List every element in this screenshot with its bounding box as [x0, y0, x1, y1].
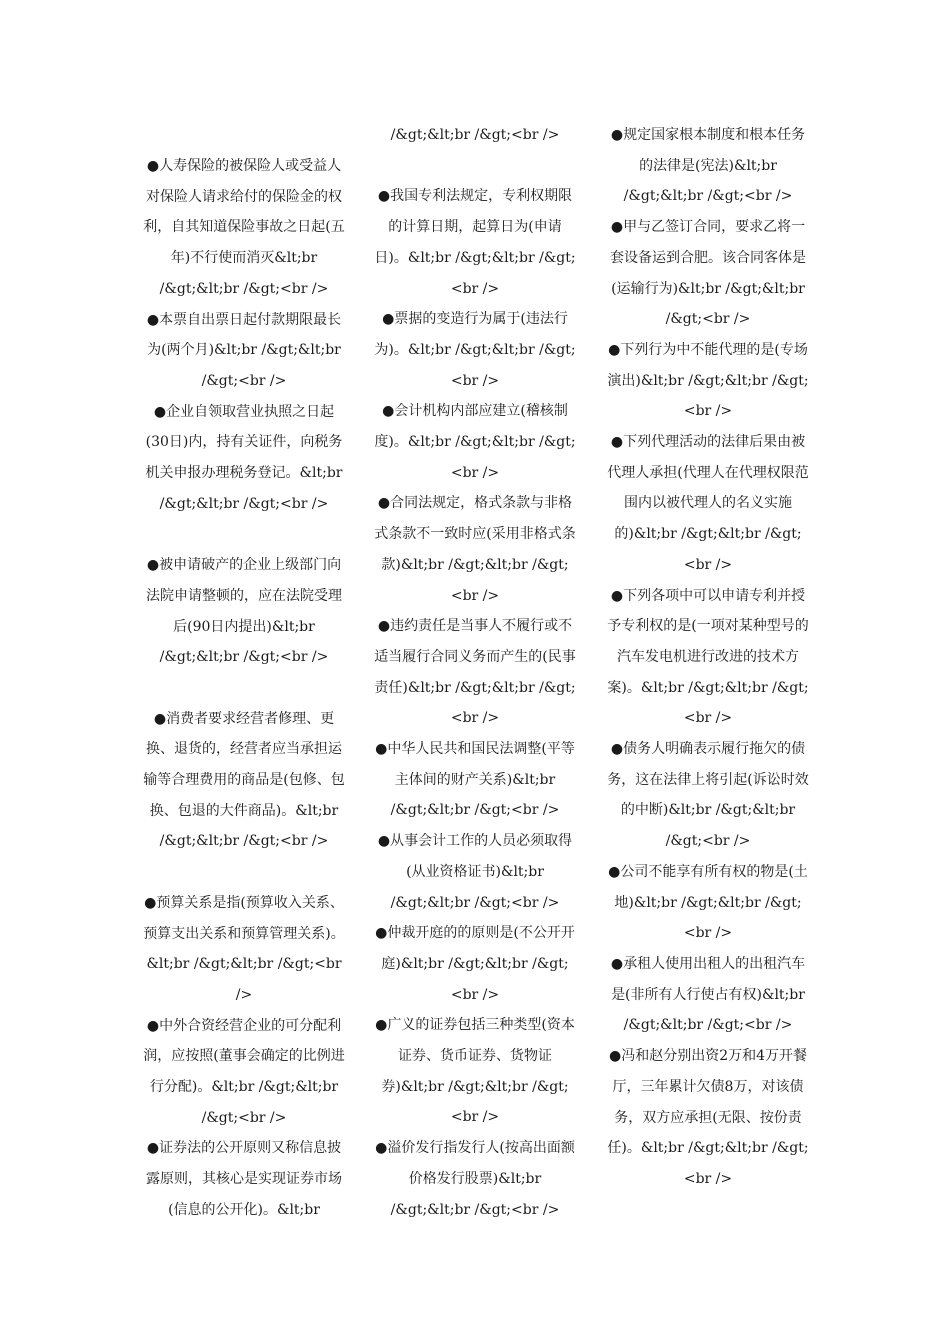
- entry: ●仲裁开庭的的原则是(不公开开庭)&lt;br /&gt;&lt;br /&gt;<br />: [375, 925, 575, 1003]
- entry: ●本票自出票日起付款期限最长为(两个月)&lt;br /&gt;&lt;br /&gt;<br />: [146, 311, 342, 389]
- entry: ●合同法规定，格式条款与非格式条款不一致时应(采用非格式条款)&lt;br /&gt;&lt;br /&gt;<br />: [374, 495, 576, 604]
- entry: ●票据的变造行为属于(违法行为)。&lt;br /&gt;&lt;br /&gt;<br />: [374, 311, 576, 389]
- entry: ●溢价发行指发行人(按高出面额价格发行股票)&lt;br /&gt;&lt;br /&gt;<br />: [375, 1140, 575, 1218]
- column-middle: [374, 120, 576, 1225]
- entry: ●冯和赵分别出资2万和4万开餐厅，三年累计欠债8万，对该债务，双方应承担(无限、按份责任)。&lt;br /&gt;&lt;br /&gt;<br />: [607, 1048, 809, 1187]
- entry: ●下列代理活动的法律后果由被代理人承担(代理人在代理权限范围内以被代理人的名义实施的)&lt;br /&gt;&lt;br /&gt;<br />: [607, 434, 809, 573]
- entry: ●下列行为中不能代理的是(专场演出)&lt;br /&gt;&lt;br /&gt;<br />: [607, 341, 809, 420]
- entry: /&gt;&lt;br /&gt;<br />: [390, 127, 560, 143]
- column-right: [607, 120, 809, 1195]
- entry: ●从事会计工作的人员必须取得(从业资格证书)&lt;br /&gt;&lt;br /&gt;<br />: [377, 833, 573, 911]
- entry: ●企业自领取营业执照之日起(30日)内，持有关证件，向税务机关申报办理税务登记。&lt;br /&gt;&lt;br /&gt;<br />: [145, 403, 343, 512]
- entry: ●会计机构内部应建立(稽核制度)。&lt;br /&gt;&lt;br /&gt;<br />: [374, 403, 576, 481]
- entry: ●甲与乙签订合同，要求乙将一套设备运到合肥。该合同客体是(运输行为)&lt;br /&gt;&lt;br /&gt;<br />: [610, 219, 806, 328]
- entry: ●预算关系是指(预算收入关系、预算支出关系和预算管理关系)。 &lt;br /&gt;&lt;br /&gt;<br />: [143, 894, 345, 1003]
- entry: ●中华人民共和国民法调整(平等主体间的财产关系)&lt;br /&gt;&lt;br /&gt;<br />: [375, 741, 575, 819]
- spacer: [143, 857, 345, 888]
- column-left: [143, 151, 345, 1226]
- entry: ●消费者要求经营者修理、更换、退货的，经营者应当承担运输等合理费用的商品是(包修、包换、包退的大件商品)。&lt;br /&gt;&lt;br /&gt;<br />: [143, 710, 345, 850]
- entry: ●广义的证券包括三种类型(资本证券、货币证券、货物证券)&lt;br /&gt;&lt;br /&gt;<br />: [375, 1017, 575, 1126]
- spacer: [143, 519, 345, 550]
- entry: ●人寿保险的被保险人或受益人对保险人请求给付的保险金的权利，自其知道保险事故之日起(五年)不行使而消灭&lt;br /&gt;&lt;br /&gt;<br />: [143, 158, 345, 297]
- spacer: [374, 151, 576, 182]
- entry: ●证券法的公开原则又称信息披露原则，其核心是实现证券市场(信息的公开化)。&lt;br: [146, 1140, 342, 1218]
- entry: ●下列各项中可以申请专利并授予专利权的是(一项对某种型号的汽车发电机进行改进的技术方案)。&lt;br /&gt;&lt;br /&gt;<br />: [607, 587, 809, 727]
- entry: ●违约责任是当事人不履行或不适当履行合同义务而产生的(民事责任)&lt;br /&gt;&lt;br /&gt;<br />: [374, 618, 576, 727]
- entry: ●承租人使用出租人的出租汽车是(非所有人行使占有权)&lt;br /&gt;&lt;br /&gt;<br />: [610, 955, 806, 1034]
- entry: ●被申请破产的企业上级部门向法院申请整顿的，应在法院受理后(90日内提出)&lt;br /&gt;&lt;br /&gt;<br />: [146, 557, 342, 666]
- entry: ●中外合资经营企业的可分配利润，应按照(董事会确定的比例进行分配)。&lt;br /&gt;&lt;br /&gt;<br />: [143, 1017, 345, 1126]
- entry: ●规定国家根本制度和根本任务的法律是(宪法)&lt;br /&gt;&lt;br /&gt;<br />: [610, 127, 806, 205]
- entry: ●债务人明确表示履行拖欠的债务，这在法律上将引起(诉讼时效的中断)&lt;br /&gt;&lt;br /&gt;<br />: [607, 741, 809, 850]
- spacer: [143, 673, 345, 704]
- entry: ●我国专利法规定，专利权期限的计算日期，起算日为(申请日)。&lt;br /&gt;&lt;br /&gt;<br />: [374, 188, 576, 297]
- entry: ●公司不能享有所有权的物是(土地)&lt;br /&gt;&lt;br /&gt;<br />: [608, 863, 808, 942]
